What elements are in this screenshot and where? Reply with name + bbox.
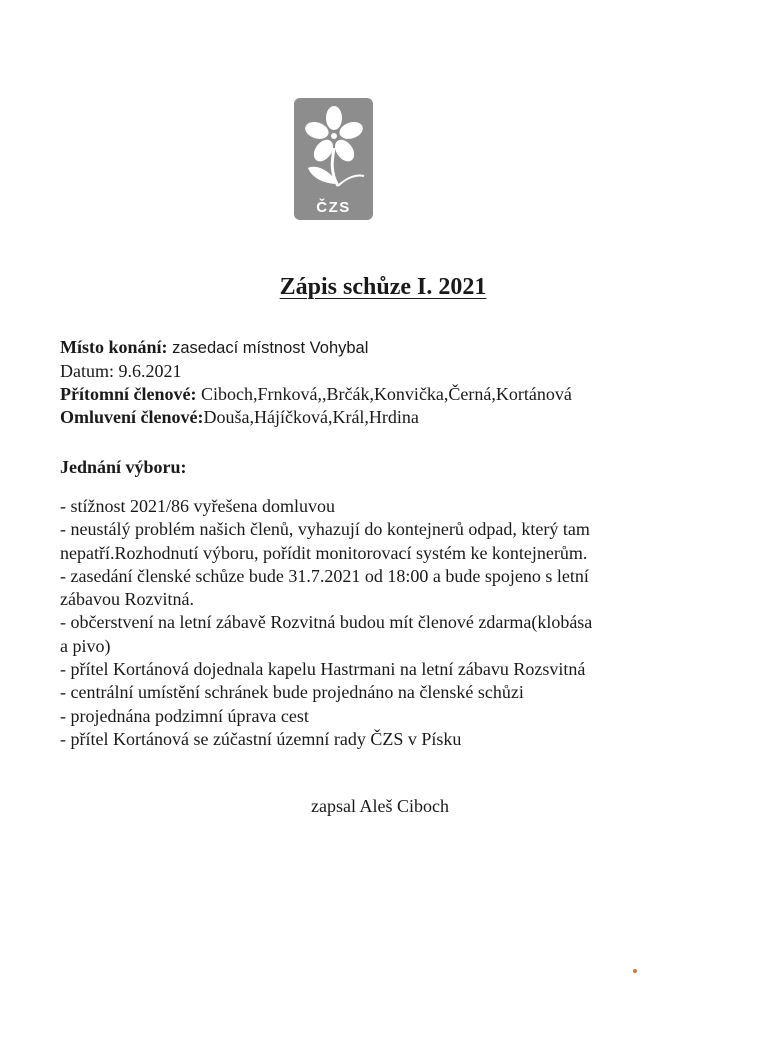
- document-title: [0, 272, 766, 302]
- agenda-line: - přítel Kortánová dojednala kapelu Hastrmani na letní zábavu Rozsvitná: [60, 659, 586, 680]
- svg-text:ČZS: ČZS: [316, 199, 351, 216]
- agenda-line: - občerstvení na letní zábavě Rozvitná budou mít členové zdarma(klobása: [60, 612, 593, 633]
- agenda-line: a pivo): [60, 635, 111, 656]
- excused-label: Omluvení členové:: [60, 407, 204, 427]
- stray-mark: [633, 969, 637, 973]
- agenda-line: - centrální umístění schránek bude projednáno na členské schůzi: [60, 682, 524, 703]
- meeting-place: [60, 336, 750, 360]
- document-title-text: Zápis schůze I. 2021: [279, 274, 487, 300]
- section-heading: Jednání výboru:: [60, 457, 187, 477]
- agenda-line: - neustálý problém našich členů, vyhazují do kontejnerů odpad, který tam: [60, 519, 590, 540]
- present-value: Ciboch,Frnková,,Brčák,Konvička,Černá,Kortánová: [196, 384, 572, 404]
- agenda-line: - přítel Kortánová se zúčastní územní rady ČZS v Písku: [60, 728, 462, 749]
- signature: zapsal Aleš Ciboch: [311, 796, 449, 816]
- excused-members: [60, 406, 750, 429]
- agenda-line: - stížnost 2021/86 vyřešena domluvou: [60, 496, 335, 516]
- agenda-line: zábavou Rozvitná.: [60, 589, 194, 610]
- present-label: Přítomní členové:: [60, 384, 197, 404]
- excused-value: Douša,Hájíčková,Král,Hrdina: [203, 407, 419, 427]
- meeting-details: [60, 336, 750, 429]
- place-value: zasedací místnost Vohybal: [167, 339, 369, 357]
- agenda-line: - projednána podzimní úprava cest: [60, 705, 309, 726]
- meeting-date: Datum: 9.6.2021: [60, 361, 182, 381]
- agenda-list: [60, 495, 700, 751]
- place-label: Místo konání:: [60, 337, 168, 357]
- czs-logo: [294, 98, 373, 220]
- agenda-line: nepatří.Rozhodnutí výboru, pořídit monitorovací systém ke kontejnerům.: [60, 542, 588, 563]
- present-members: [60, 383, 750, 406]
- agenda-line: - zasedání členské schůze bude 31.7.2021 od 18:00 a bude spojeno s letní: [60, 565, 589, 586]
